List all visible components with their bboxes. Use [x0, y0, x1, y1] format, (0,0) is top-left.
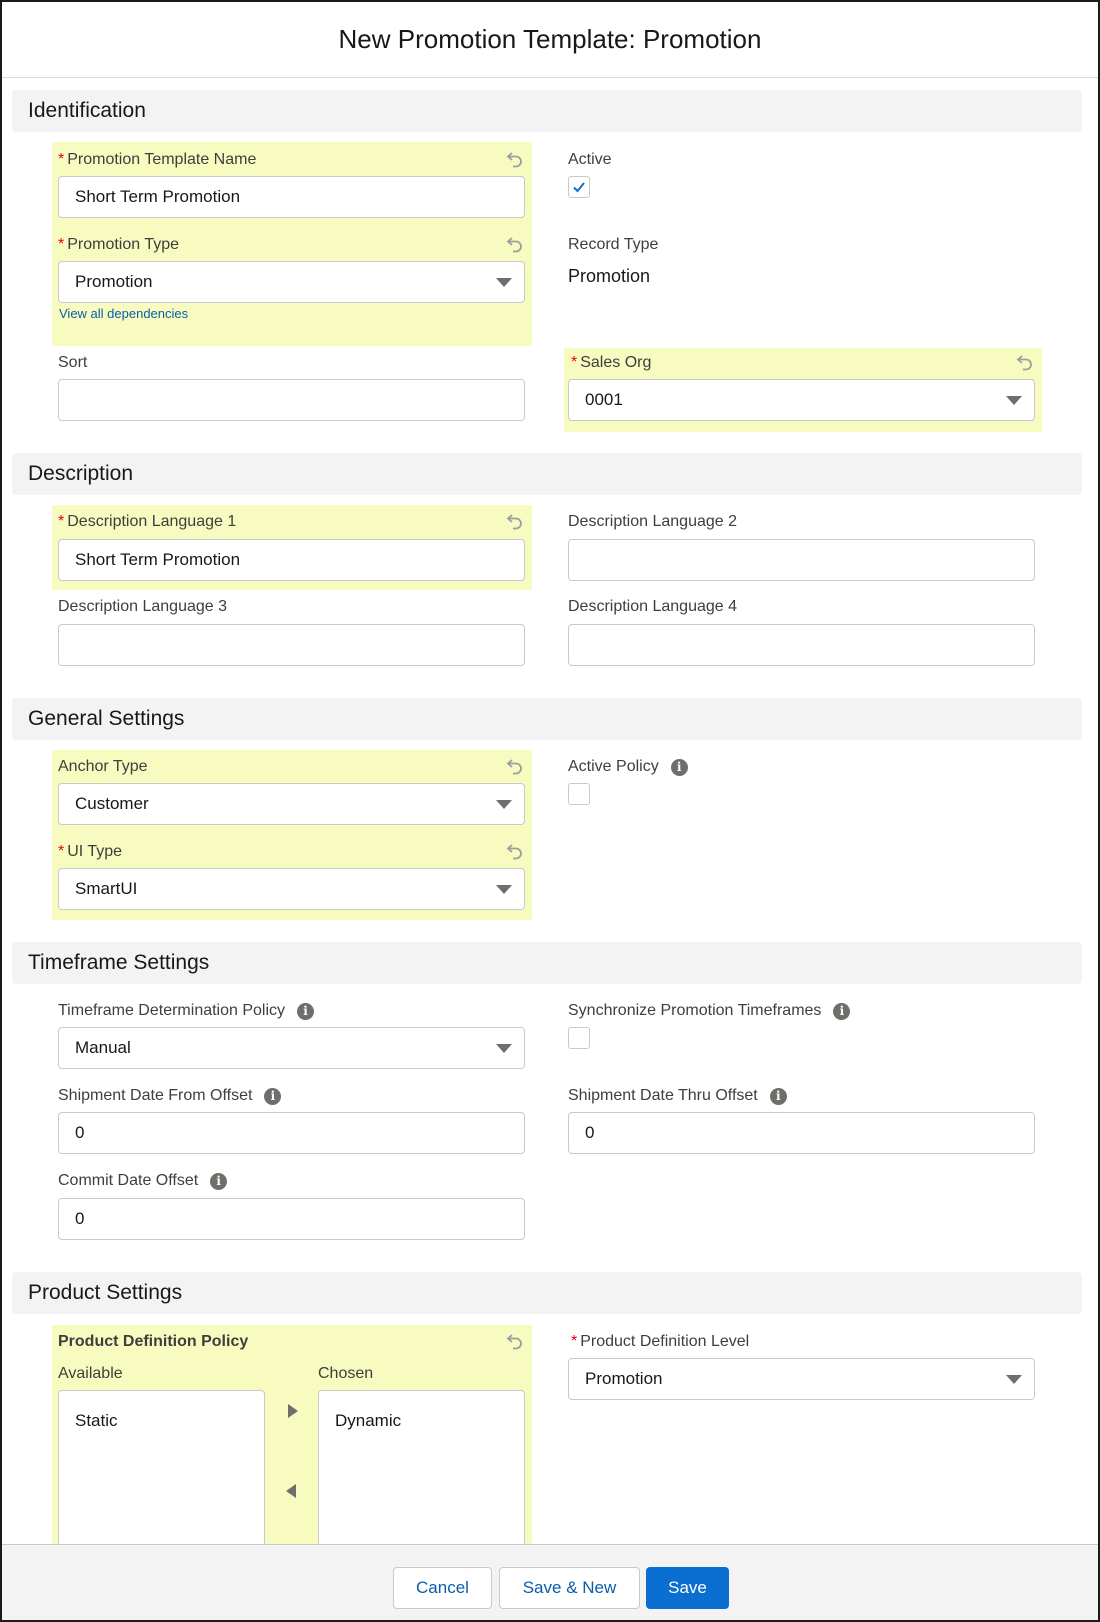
- info-icon[interactable]: i: [264, 1088, 281, 1105]
- undo-icon[interactable]: [505, 233, 525, 253]
- arrow-right-icon[interactable]: [286, 1402, 300, 1420]
- chevron-down-icon: [1006, 1375, 1022, 1384]
- sales-org-label: * Sales Org: [571, 354, 652, 371]
- chevron-down-icon: [1006, 396, 1022, 405]
- info-icon[interactable]: i: [671, 759, 688, 776]
- timeframe-policy-label: Timeframe Determination Policy i: [58, 1002, 314, 1020]
- product-definition-level-select[interactable]: Promotion: [568, 1358, 1035, 1400]
- synchronize-timeframes-checkbox[interactable]: [568, 1027, 590, 1049]
- record-type-label: Record Type: [568, 236, 659, 253]
- info-icon[interactable]: i: [833, 1003, 850, 1020]
- section-description[interactable]: Description: [12, 453, 1082, 495]
- ui-type-select[interactable]: SmartUI: [58, 868, 525, 910]
- modal-title: New Promotion Template: Promotion: [338, 24, 762, 54]
- save-button[interactable]: Save: [646, 1567, 729, 1609]
- shipment-from-offset-label: Shipment Date From Offset i: [58, 1087, 281, 1105]
- info-icon[interactable]: i: [297, 1003, 314, 1020]
- section-general-settings[interactable]: General Settings: [12, 698, 1082, 740]
- sort-label: Sort: [58, 354, 88, 371]
- undo-icon[interactable]: [1015, 351, 1035, 371]
- commit-date-offset-input[interactable]: 0: [58, 1198, 525, 1240]
- product-definition-policy-label: Product Definition Policy: [58, 1333, 249, 1350]
- arrow-left-icon[interactable]: [284, 1482, 298, 1500]
- active-label: Active: [568, 151, 612, 168]
- sort-input[interactable]: [58, 379, 525, 421]
- undo-icon[interactable]: [505, 1330, 525, 1350]
- undo-icon[interactable]: [505, 840, 525, 860]
- timeframe-policy-select[interactable]: Manual: [58, 1027, 525, 1069]
- view-dependencies-link[interactable]: View all dependencies: [59, 306, 189, 321]
- template-name-input[interactable]: Short Term Promotion: [58, 176, 525, 218]
- active-checkbox[interactable]: [568, 176, 590, 198]
- info-icon[interactable]: i: [770, 1088, 787, 1105]
- description-lang4-input[interactable]: [568, 624, 1035, 666]
- section-timeframe-settings[interactable]: Timeframe Settings: [12, 942, 1082, 984]
- undo-icon[interactable]: [505, 510, 525, 530]
- record-type-value: Promotion: [568, 266, 651, 286]
- description-lang3-label: Description Language 3: [58, 598, 228, 615]
- description-lang4-label: Description Language 4: [568, 598, 738, 615]
- undo-icon[interactable]: [505, 755, 525, 775]
- list-item[interactable]: Dynamic: [335, 1411, 402, 1430]
- save-and-new-button[interactable]: Save & New: [499, 1567, 640, 1609]
- shipment-thru-offset-label: Shipment Date Thru Offset i: [568, 1087, 787, 1105]
- synchronize-timeframes-label: Synchronize Promotion Timeframes i: [568, 1002, 850, 1020]
- shipment-thru-offset-input[interactable]: 0: [568, 1112, 1035, 1154]
- chevron-down-icon: [496, 278, 512, 287]
- promotion-type-label: * Promotion Type: [58, 236, 179, 253]
- modal-header: [2, 2, 1098, 78]
- shipment-from-offset-input[interactable]: 0: [58, 1112, 525, 1154]
- commit-date-offset-label: Commit Date Offset i: [58, 1172, 227, 1190]
- ui-type-label: * UI Type: [58, 843, 123, 860]
- product-definition-level-label: * Product Definition Level: [571, 1333, 750, 1350]
- undo-icon[interactable]: [505, 148, 525, 168]
- promotion-type-select[interactable]: Promotion: [58, 261, 525, 303]
- check-icon: [572, 181, 586, 193]
- section-product-settings[interactable]: Product Settings: [12, 1272, 1082, 1314]
- available-list-label: Available: [58, 1365, 123, 1382]
- description-lang2-input[interactable]: [568, 539, 1035, 581]
- chevron-down-icon: [496, 885, 512, 894]
- description-lang1-input[interactable]: Short Term Promotion: [58, 539, 525, 581]
- cancel-button[interactable]: Cancel: [393, 1567, 492, 1609]
- description-lang2-label: Description Language 2: [568, 513, 738, 530]
- section-identification[interactable]: Identification: [12, 90, 1082, 132]
- template-name-label: * Promotion Template Name: [58, 151, 257, 168]
- description-lang3-input[interactable]: [58, 624, 525, 666]
- active-policy-label: Active Policy i: [568, 758, 688, 776]
- modal-footer: [2, 1544, 1098, 1622]
- chevron-down-icon: [496, 800, 512, 809]
- active-policy-checkbox[interactable]: [568, 783, 590, 805]
- chosen-list-label: Chosen: [318, 1365, 374, 1382]
- anchor-type-label: Anchor Type: [58, 758, 148, 775]
- chevron-down-icon: [496, 1044, 512, 1053]
- list-item[interactable]: Static: [75, 1411, 118, 1430]
- anchor-type-select[interactable]: Customer: [58, 783, 525, 825]
- description-lang1-label: * Description Language 1: [58, 513, 237, 530]
- sales-org-select[interactable]: 0001: [568, 379, 1035, 421]
- info-icon[interactable]: i: [210, 1173, 227, 1190]
